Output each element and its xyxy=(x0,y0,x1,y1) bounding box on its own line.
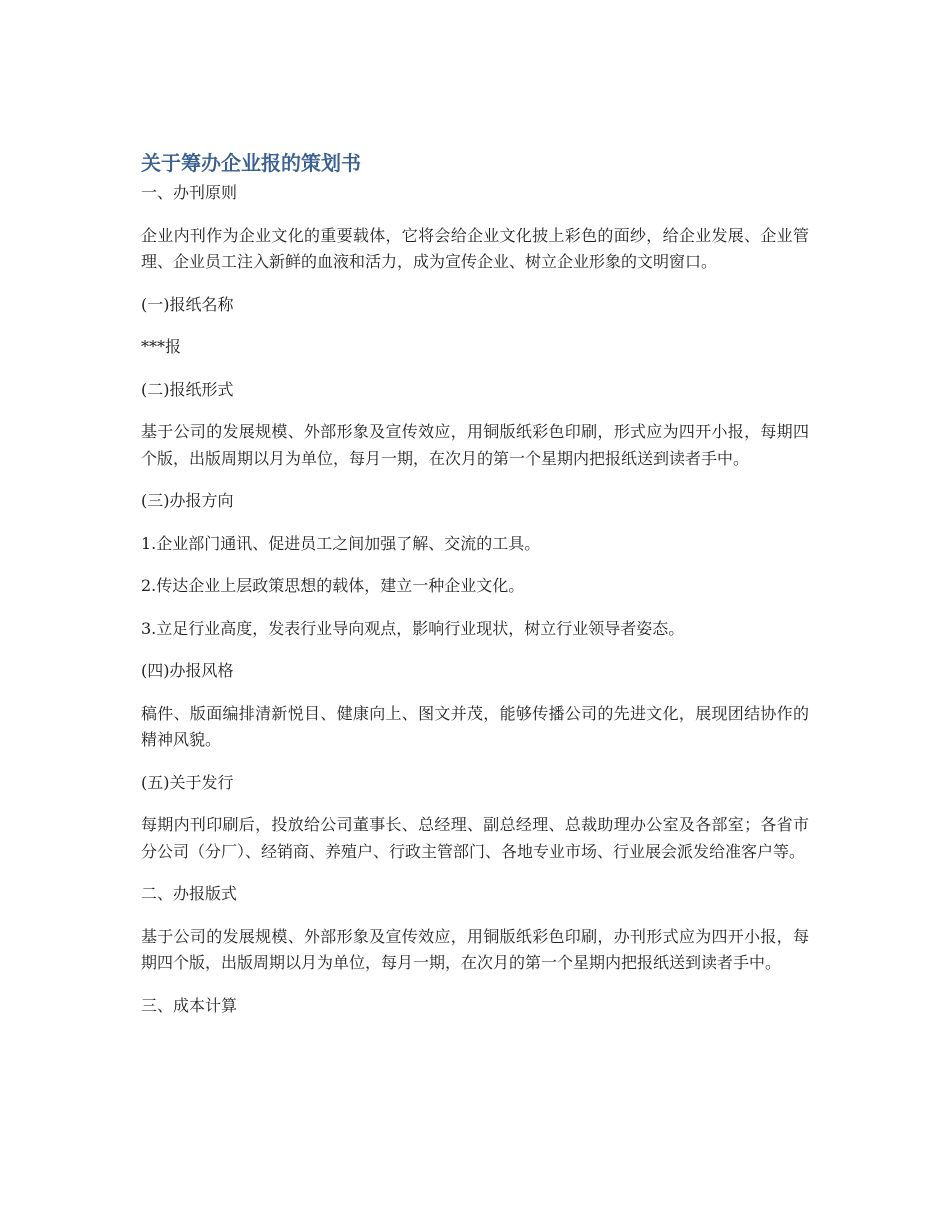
body-paragraph: 企业内刊作为企业文化的重要载体，它将会给企业文化披上彩色的面纱，给企业发展、企业管理、企业员工注入新鲜的血液和活力，成为宣传企业、树立企业形象的文明窗口。 xyxy=(141,225,809,271)
body-paragraph: 基于公司的发展规模、外部形象及宣传效应，用铜版纸彩色印刷，办刊形式应为四开小报，每期四个版，出版周期以月为单位，每月一期，在次月的第一个星期内把报纸送到读者手中。 xyxy=(141,926,809,972)
body-paragraph: ***报 xyxy=(141,337,182,356)
body-paragraph: 每期内刊印刷后，投放给公司董事长、总经理、副总经理、总裁助理办公室及各部室；各省市分公司（分厂）、经销商、养殖户、行政主管部门、各地专业市场、行业展会派发给准客户等。 xyxy=(141,815,809,861)
subsection-heading: (五)关于发行 xyxy=(141,772,234,792)
subsection-heading: (四)办报风格 xyxy=(141,661,234,680)
subsection-heading: (二)报纸形式 xyxy=(141,379,234,399)
subsection-heading: (一)报纸名称 xyxy=(141,294,234,314)
list-item: 2.传达企业上层政策思想的载体，建立一种企业文化。 xyxy=(141,576,525,595)
document-body xyxy=(141,148,809,1019)
section-heading-3: 三、成本计算 xyxy=(141,995,238,1015)
list-item: 3.立足行业高度，发表行业导向观点，影响行业现状，树立行业领导者姿态。 xyxy=(141,618,685,638)
body-paragraph: 基于公司的发展规模、外部形象及宣传效应，用铜版纸彩色印刷，形式应为四开小报，每期四个版，出版周期以月为单位，每月一期，在次月的第一个星期内把报纸送到读者手中。 xyxy=(141,422,809,468)
document-title: 关于筹办企业报的策划书 xyxy=(141,151,361,175)
section-heading-2: 二、办报版式 xyxy=(141,884,238,903)
subsection-heading: (三)办报方向 xyxy=(141,491,234,510)
section-heading-1: 一、办刊原则 xyxy=(141,183,238,202)
body-paragraph: 稿件、版面编排清新悦目、健康向上、图文并茂，能够传播公司的先进文化，展现团结协作的精神风貌。 xyxy=(141,703,809,749)
list-item: 1.企业部门通讯、促进员工之间加强了解、交流的工具。 xyxy=(141,533,541,553)
